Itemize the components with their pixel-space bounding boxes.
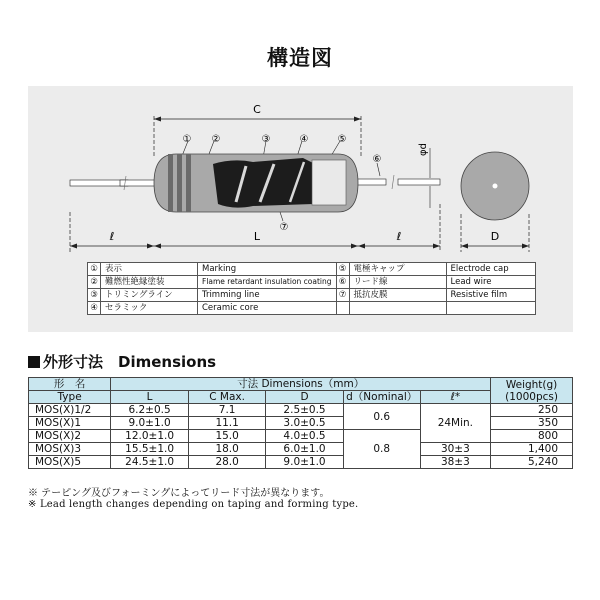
cell-L: 9.0±1.0 — [111, 417, 189, 430]
end-view-lead — [493, 184, 498, 189]
cell-L: 6.2±0.5 — [111, 404, 189, 417]
cell-l: 30±3 — [420, 443, 491, 456]
col-weight-unit: (1000pcs) — [505, 390, 558, 403]
legend-jp — [349, 302, 446, 315]
color-band — [177, 154, 182, 212]
cell-C: 11.1 — [189, 417, 266, 430]
cell-L: 24.5±1.0 — [111, 456, 189, 469]
ceramic-core — [312, 160, 346, 205]
callout-4: ④ — [299, 134, 309, 145]
cell-type: MOS(X)1/2 — [29, 404, 111, 417]
cell-C: 15.0 — [189, 430, 266, 443]
legend-num: ⑤ — [336, 263, 349, 276]
callout-1: ① — [182, 134, 192, 145]
cell-l: 38±3 — [420, 456, 491, 469]
legend-row — [88, 276, 536, 289]
legend-jp: 抵抗皮膜 — [349, 289, 446, 302]
legend-row — [88, 263, 536, 276]
cell-d-group: 0.8 — [343, 430, 420, 469]
dim-label-D: D — [490, 230, 500, 243]
heading-square-icon — [28, 356, 40, 368]
callout-3: ③ — [261, 134, 271, 145]
cell-D: 2.5±0.5 — [266, 404, 344, 417]
callout-2: ② — [211, 134, 221, 145]
legend-jp: リード線 — [349, 276, 446, 289]
legend-en: Ceramic core — [198, 302, 337, 315]
cell-weight: 800 — [491, 430, 573, 443]
cell-weight: 350 — [491, 417, 573, 430]
cell-C: 7.1 — [189, 404, 266, 417]
table-row — [29, 404, 573, 417]
col-D: D — [266, 391, 344, 404]
color-band — [168, 154, 173, 212]
col-L: L — [111, 391, 189, 404]
legend-jp: セラミック — [101, 302, 198, 315]
dimensions-heading-text: 外形寸法 Dimensions — [43, 353, 217, 371]
col-l: ℓ* — [420, 391, 491, 404]
table-row — [29, 430, 573, 443]
callout-6: ⑥ — [372, 154, 382, 165]
cell-D: 3.0±0.5 — [266, 417, 344, 430]
parts-legend — [87, 262, 536, 315]
cell-type: MOS(X)5 — [29, 456, 111, 469]
col-type-jp: 形 名 — [29, 378, 111, 391]
note-english: ※ Lead length changes depending on taping and forming type. — [28, 499, 359, 510]
lead-wire-left — [70, 180, 128, 186]
cell-D: 6.0±1.0 — [266, 443, 344, 456]
cell-L: 15.5±1.0 — [111, 443, 189, 456]
cell-C: 28.0 — [189, 456, 266, 469]
legend-en: Trimming line — [198, 289, 337, 302]
legend-en: Lead wire — [446, 276, 535, 289]
dim-label-l-right: ℓ — [396, 230, 402, 243]
col-C: C Max. — [189, 391, 266, 404]
legend-num — [336, 302, 349, 315]
legend-num: ① — [88, 263, 101, 276]
legend-jp: 難燃性絶縁塗装 — [101, 276, 198, 289]
cell-type: MOS(X)2 — [29, 430, 111, 443]
legend-num: ⑥ — [336, 276, 349, 289]
cell-type: MOS(X)3 — [29, 443, 111, 456]
col-weight-label: Weight(g) — [505, 378, 558, 391]
col-weight — [491, 378, 573, 404]
legend-en — [446, 302, 535, 315]
cell-L: 12.0±1.0 — [111, 430, 189, 443]
dimensions-heading — [28, 351, 216, 372]
legend-jp: 表示 — [101, 263, 198, 276]
cell-d-group: 0.6 — [343, 404, 420, 430]
page-title: 構造図 — [267, 46, 333, 70]
dim-label-c: C — [253, 103, 261, 116]
legend-jp: トリミングライン — [101, 289, 198, 302]
legend-jp: 電極キャップ — [349, 263, 446, 276]
color-band — [186, 154, 191, 212]
legend-row — [88, 289, 536, 302]
dimensions-table — [28, 377, 573, 469]
col-type-en: Type — [29, 391, 111, 404]
dim-label-phi-d: φd — [418, 143, 429, 156]
col-d: d（Nominal） — [343, 391, 420, 404]
note-japanese: ※ テーピング及びフォーミングによってリード寸法が異なります。 — [28, 488, 330, 499]
cell-l-group: 24Min. — [420, 404, 491, 443]
cell-type: MOS(X)1 — [29, 417, 111, 430]
table-row — [29, 443, 573, 456]
legend-num: ② — [88, 276, 101, 289]
legend-num: ③ — [88, 289, 101, 302]
legend-row — [88, 302, 536, 315]
table-row — [29, 417, 573, 430]
legend-en: Resistive film — [446, 289, 535, 302]
cell-weight: 5,240 — [491, 456, 573, 469]
col-dimensions: 寸法 Dimensions（mm） — [111, 378, 491, 391]
cell-C: 18.0 — [189, 443, 266, 456]
cell-D: 9.0±1.0 — [266, 456, 344, 469]
legend-en: Electrode cap — [446, 263, 535, 276]
legend-en: Marking — [198, 263, 337, 276]
legend-num: ⑦ — [336, 289, 349, 302]
dim-label-L: L — [253, 230, 261, 243]
legend-en: Flame retardant insulation coating — [198, 276, 337, 289]
cell-weight: 1,400 — [491, 443, 573, 456]
dim-label-l-left: ℓ — [109, 230, 115, 243]
callout-5: ⑤ — [337, 134, 347, 145]
table-row — [29, 456, 573, 469]
callout-7: ⑦ — [279, 222, 289, 233]
legend-num: ④ — [88, 302, 101, 315]
cell-D: 4.0±0.5 — [266, 430, 344, 443]
cell-weight: 250 — [491, 404, 573, 417]
table-header-row — [29, 378, 573, 391]
